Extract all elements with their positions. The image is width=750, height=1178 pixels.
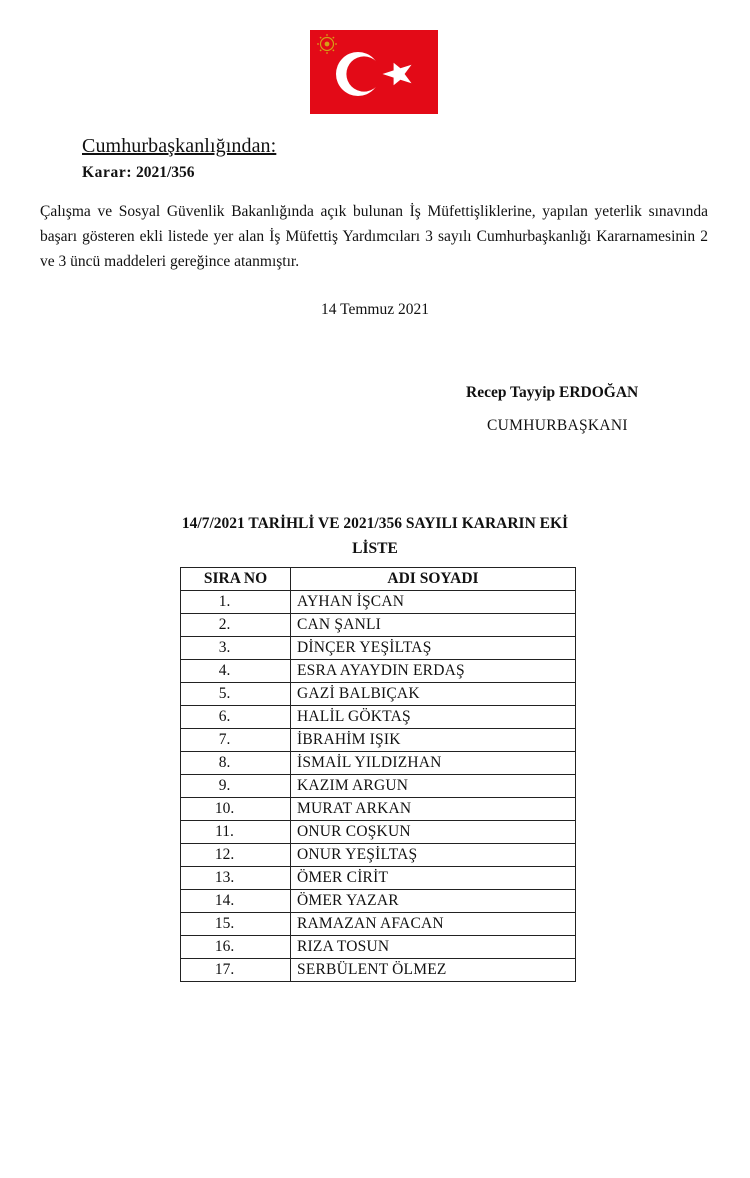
decree-body-text: Çalışma ve Sosyal Güvenlik Bakanlığında açık bulunan İş Müfettişliklerine, yapılan yeterlik sınavında başarı gösteren ekli listede yer alan İş Müfettiş Yardımcıları 3 sayılı Cumhurbaşkanlığı Kararnamesinin 2 ve 3 üncü maddeleri gereğince atanmıştır.	[40, 203, 708, 270]
row-number: 17.	[181, 959, 291, 982]
row-name: SERBÜLENT ÖLMEZ	[291, 959, 576, 982]
row-name: MURAT ARKAN	[291, 798, 576, 821]
annex-list-title	[100, 511, 650, 561]
annex-title-line-1: 14/7/2021 TARİHLİ VE 2021/356 SAYILI KARARIN EKİ	[181, 515, 569, 532]
table-row	[181, 844, 576, 867]
presidential-seal-icon	[317, 34, 337, 54]
row-number: 5.	[181, 683, 291, 706]
row-number: 11.	[181, 821, 291, 844]
table-row	[181, 959, 576, 982]
issuer-heading: Cumhurbaşkanlığından:	[82, 135, 277, 157]
row-number: 6.	[181, 706, 291, 729]
row-number: 13.	[181, 867, 291, 890]
table-row	[181, 890, 576, 913]
row-number: 9.	[181, 775, 291, 798]
row-name: İBRAHİM IŞIK	[291, 729, 576, 752]
row-name: ÖMER CİRİT	[291, 867, 576, 890]
row-name: ÖMER YAZAR	[291, 890, 576, 913]
turkish-flag-icon	[310, 30, 438, 114]
row-name: CAN ŞANLI	[291, 614, 576, 637]
flag-graphic	[310, 30, 438, 114]
signer-title: CUMHURBAŞKANI	[487, 417, 628, 434]
row-name: ESRA AYAYDIN ERDAŞ	[291, 660, 576, 683]
row-number: 3.	[181, 637, 291, 660]
row-number: 8.	[181, 752, 291, 775]
row-number: 16.	[181, 936, 291, 959]
table-row	[181, 798, 576, 821]
appointee-table	[180, 567, 576, 982]
table-row	[181, 614, 576, 637]
column-header-sira-no: SIRA NO	[181, 568, 291, 591]
row-number: 12.	[181, 844, 291, 867]
row-number: 15.	[181, 913, 291, 936]
table-header-row	[181, 568, 576, 591]
row-name: KAZIM ARGUN	[291, 775, 576, 798]
table-row	[181, 913, 576, 936]
table-row	[181, 867, 576, 890]
signer-name: Recep Tayyip ERDOĞAN	[466, 384, 639, 401]
table-row	[181, 683, 576, 706]
table-row	[181, 752, 576, 775]
row-number: 14.	[181, 890, 291, 913]
row-name: RIZA TOSUN	[291, 936, 576, 959]
row-number: 4.	[181, 660, 291, 683]
row-number: 10.	[181, 798, 291, 821]
row-number: 1.	[181, 591, 291, 614]
row-name: ONUR YEŞİLTAŞ	[291, 844, 576, 867]
row-number: 7.	[181, 729, 291, 752]
decree-date: 14 Temmuz 2021	[321, 301, 429, 318]
row-name: HALİL GÖKTAŞ	[291, 706, 576, 729]
row-name: GAZİ BALBIÇAK	[291, 683, 576, 706]
table-row	[181, 936, 576, 959]
table-row	[181, 660, 576, 683]
decree-label: Karar:	[82, 164, 133, 181]
table-row	[181, 591, 576, 614]
row-number: 2.	[181, 614, 291, 637]
row-name: DİNÇER YEŞİLTAŞ	[291, 637, 576, 660]
annex-title-line-2: LİSTE	[352, 540, 398, 557]
table-row	[181, 821, 576, 844]
row-name: ONUR COŞKUN	[291, 821, 576, 844]
column-header-adi-soyadi: ADI SOYADI	[291, 568, 576, 591]
row-name: İSMAİL YILDIZHAN	[291, 752, 576, 775]
decree-number: 2021/356	[135, 164, 195, 181]
table-row	[181, 775, 576, 798]
table-row	[181, 637, 576, 660]
table-row	[181, 706, 576, 729]
decree-line	[82, 164, 195, 182]
row-name: AYHAN İŞCAN	[291, 591, 576, 614]
row-name: RAMAZAN AFACAN	[291, 913, 576, 936]
table-row	[181, 729, 576, 752]
